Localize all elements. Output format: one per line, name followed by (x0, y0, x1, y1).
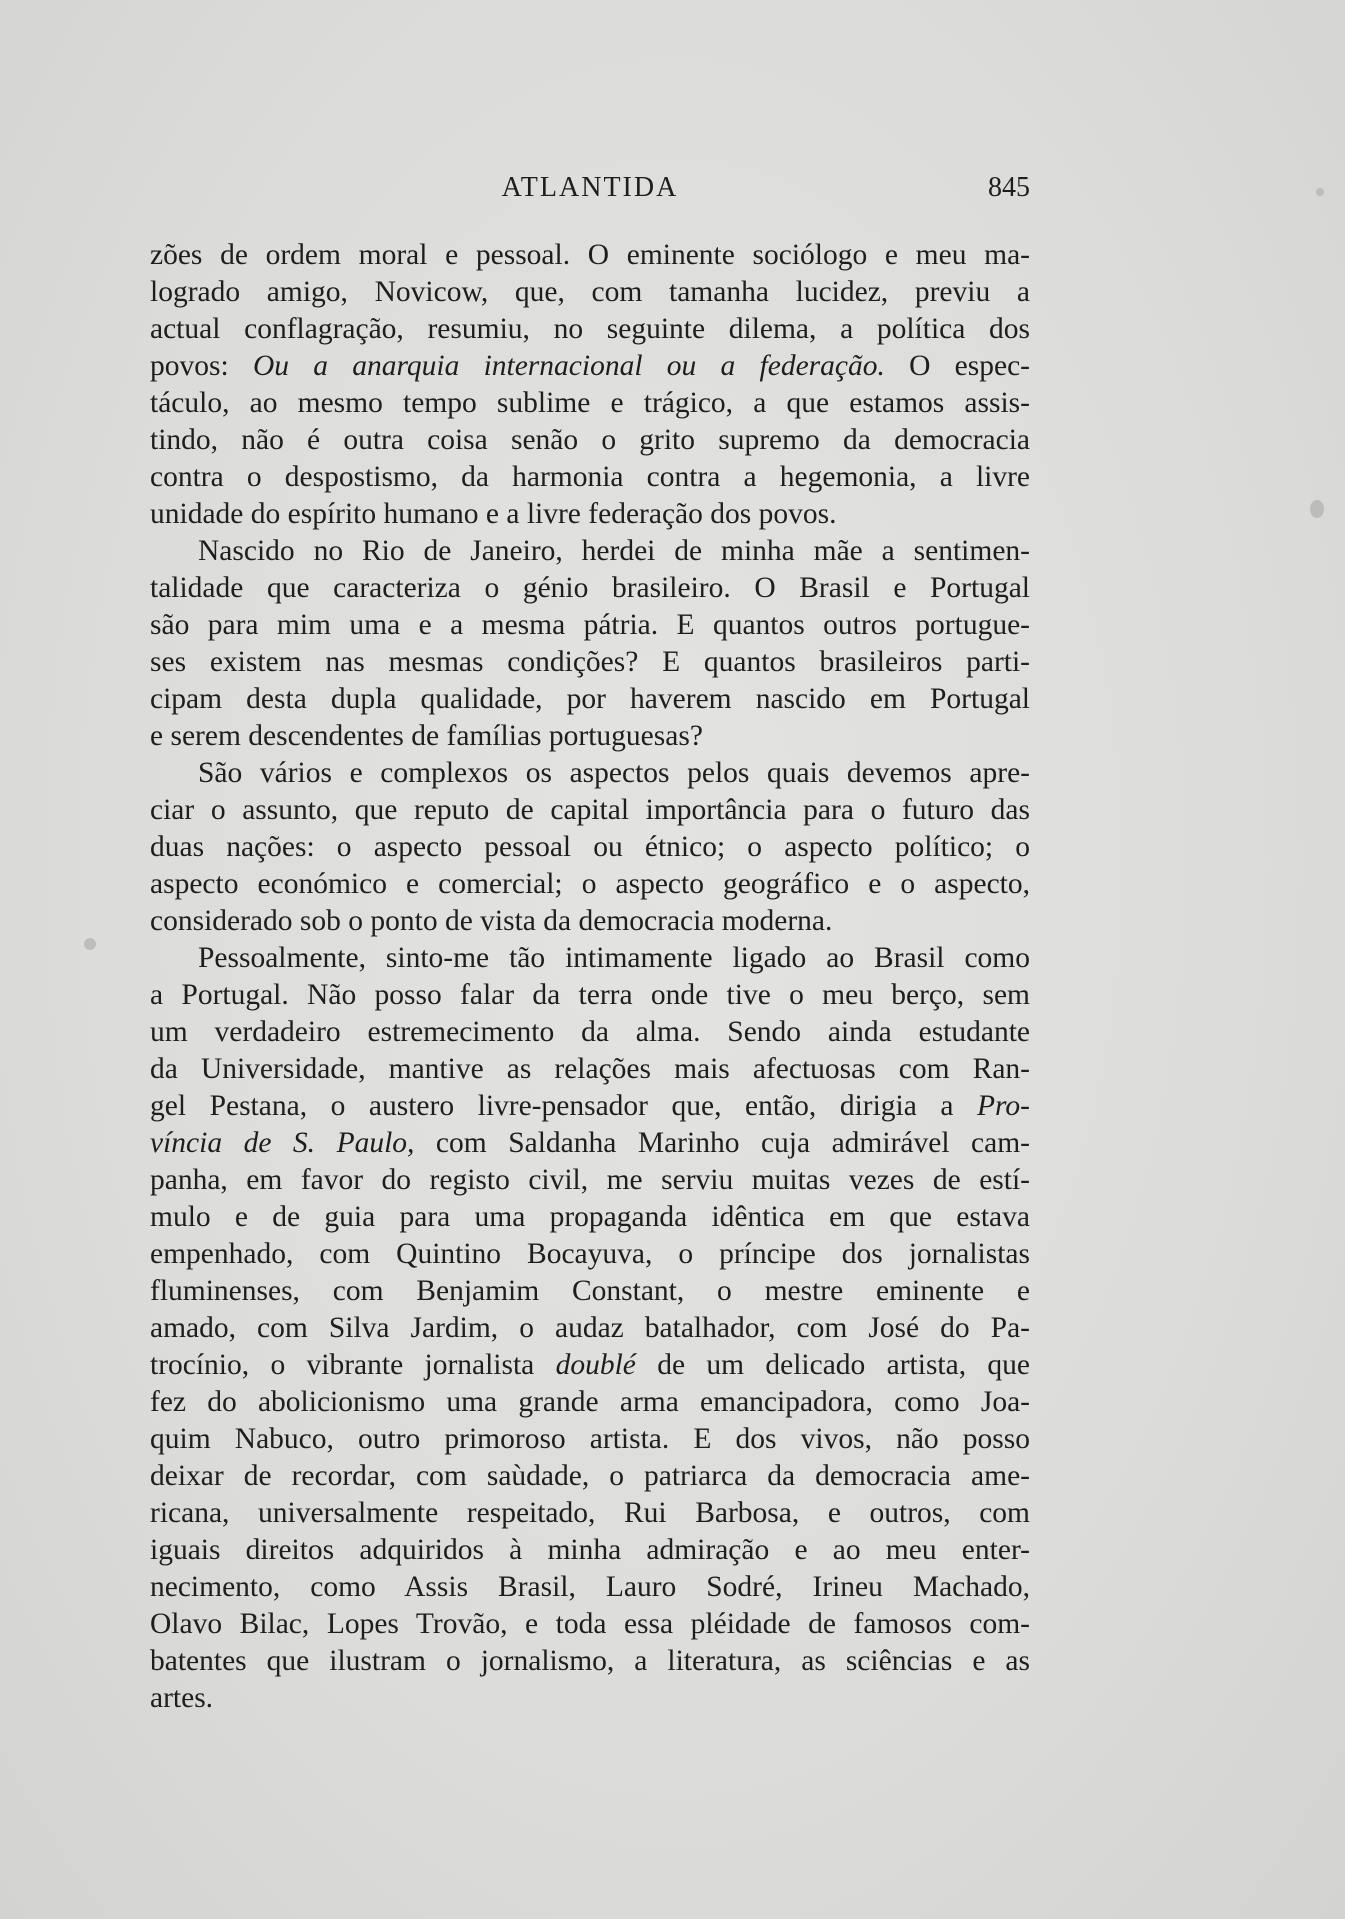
text-span: um verdadeiro estremecimento da alma. Sendo ainda estudante (150, 1016, 1030, 1048)
text-span: O espec- (884, 350, 1030, 382)
text-span: panha, em favor do registo civil, me serviu muitas vezes de estí- (150, 1164, 1030, 1196)
text-span: quim Nabuco, outro primoroso artista. E dos vivos, não posso (150, 1423, 1030, 1455)
text-line (150, 1236, 1030, 1273)
text-line (150, 348, 1030, 385)
text-line (150, 1199, 1030, 1236)
text-span: táculo, ao mesmo tempo sublime e trágico, a que estamos assis- (150, 387, 1030, 419)
body-text (150, 237, 1030, 1717)
text-line (150, 570, 1030, 607)
text-span: cipam desta dupla qualidade, por haverem nascido em Portugal (150, 683, 1030, 715)
text-span: a Portugal. Não posso falar da terra onde tive o meu berço, sem (150, 979, 1030, 1011)
text-line (150, 1162, 1030, 1199)
paper-stain (1316, 188, 1324, 196)
page-number: 845 (988, 172, 1030, 203)
text-span: trocínio, o vibrante jornalista (150, 1349, 556, 1381)
text-span: povos: (150, 350, 253, 382)
text-span: de um delicado artista, que (635, 1349, 1030, 1381)
text-span: batentes que ilustram o jornalismo, a literatura, as sciências e as (150, 1645, 1030, 1677)
text-span: talidade que caracteriza o génio brasileiro. O Brasil e Portugal (150, 572, 1030, 604)
text-line (150, 1310, 1030, 1347)
text-line (150, 274, 1030, 311)
text-line (150, 1532, 1030, 1569)
text-line (150, 755, 1030, 792)
text-line (150, 1495, 1030, 1532)
text-line (150, 607, 1030, 644)
text-line (150, 1606, 1030, 1643)
text-line (150, 1273, 1030, 1310)
text-span: ses existem nas mesmas condições? E quantos brasileiros parti- (150, 646, 1030, 678)
text-line (150, 940, 1030, 977)
text-line (150, 1088, 1030, 1125)
text-span: zões de ordem moral e pessoal. O eminente sociólogo e meu ma- (150, 239, 1030, 271)
text-span: logrado amigo, Novicow, que, com tamanha lucidez, previu a (150, 276, 1030, 308)
text-line (150, 977, 1030, 1014)
text-span: duas nações: o aspecto pessoal ou étnico; o aspecto político; o (150, 831, 1030, 863)
text-line (150, 1458, 1030, 1495)
text-span: iguais direitos adquiridos à minha admiração e ao meu enter- (150, 1534, 1030, 1566)
text-line (150, 829, 1030, 866)
text-line (150, 385, 1030, 422)
running-head (150, 172, 1030, 212)
text-span: são para mim uma e a mesma pátria. E quantos outros portugue- (150, 609, 1030, 641)
text-span: empenhado, com Quintino Bocayuva, o príncipe dos jornalistas (150, 1238, 1030, 1270)
text-span: unidade do espírito humano e a livre federação dos povos. (150, 498, 837, 530)
text-line (150, 311, 1030, 348)
text-span: Nascido no Rio de Janeiro, herdei de minha mãe a sentimen- (198, 535, 1030, 567)
text-span: considerado sob o ponto de vista da democracia moderna. (150, 905, 833, 937)
text-line (150, 1347, 1030, 1384)
italic-text: víncia de S. Paulo, (150, 1127, 415, 1159)
text-span: Pessoalmente, sinto-me tão intimamente ligado ao Brasil como (198, 942, 1030, 974)
text-line (150, 644, 1030, 681)
text-span: contra o despostismo, da harmonia contra a hegemonia, a livre (150, 461, 1030, 493)
text-span: mulo e de guia para uma propaganda idêntica em que estava (150, 1201, 1030, 1233)
text-span: deixar de recordar, com saùdade, o patriarca da democracia ame- (150, 1460, 1030, 1492)
text-line (150, 681, 1030, 718)
text-span: fluminenses, com Benjamim Constant, o mestre eminente e (150, 1275, 1030, 1307)
paper-stain (84, 938, 96, 950)
text-line (150, 1680, 1030, 1717)
text-line (150, 533, 1030, 570)
text-line (150, 1051, 1030, 1088)
text-span: ciar o assunto, que reputo de capital importância para o futuro das (150, 794, 1030, 826)
text-line (150, 1014, 1030, 1051)
text-span: Olavo Bilac, Lopes Trovão, e toda essa pléidade de famosos com- (150, 1608, 1030, 1640)
text-line (150, 237, 1030, 274)
text-line (150, 903, 1030, 940)
text-span: e serem descendentes de famílias portuguesas? (150, 720, 703, 752)
text-line (150, 459, 1030, 496)
text-span: fez do abolicionismo uma grande arma emancipadora, como Joa- (150, 1386, 1030, 1418)
text-span: da Universidade, mantive as relações mais afectuosas com Ran- (150, 1053, 1030, 1085)
paper-stain (1310, 500, 1324, 518)
text-line (150, 496, 1030, 533)
text-line (150, 792, 1030, 829)
text-line (150, 1569, 1030, 1606)
text-span: São vários e complexos os aspectos pelos quais devemos apre- (198, 757, 1030, 789)
text-span: gel Pestana, o austero livre-pensador que, então, dirigia a (150, 1090, 978, 1122)
text-span: tindo, não é outra coisa senão o grito supremo da democracia (150, 424, 1030, 456)
text-line (150, 1384, 1030, 1421)
text-span: necimento, como Assis Brasil, Lauro Sodré, Irineu Machado, (150, 1571, 1030, 1603)
italic-text: Ou a anarquia internacional ou a federação. (252, 350, 885, 382)
text-line (150, 718, 1030, 755)
italic-text: Pro- (977, 1090, 1030, 1122)
text-span: aspecto económico e comercial; o aspecto geográfico e o aspecto, (150, 868, 1030, 900)
text-line (150, 1643, 1030, 1680)
text-line (150, 422, 1030, 459)
italic-text: doublé (555, 1349, 636, 1381)
text-span: ricana, universalmente respeitado, Rui Barbosa, e outros, com (150, 1497, 1030, 1529)
text-span: com Saldanha Marinho cuja admirável cam- (414, 1127, 1030, 1159)
text-span: amado, com Silva Jardim, o audaz batalhador, com José do Pa- (150, 1312, 1030, 1344)
journal-title: ATLANTIDA (501, 172, 679, 203)
text-line (150, 1125, 1030, 1162)
text-span: artes. (150, 1682, 214, 1714)
text-span: actual conflagração, resumiu, no seguinte dilema, a política dos (150, 313, 1030, 345)
text-line (150, 866, 1030, 903)
text-line (150, 1421, 1030, 1458)
